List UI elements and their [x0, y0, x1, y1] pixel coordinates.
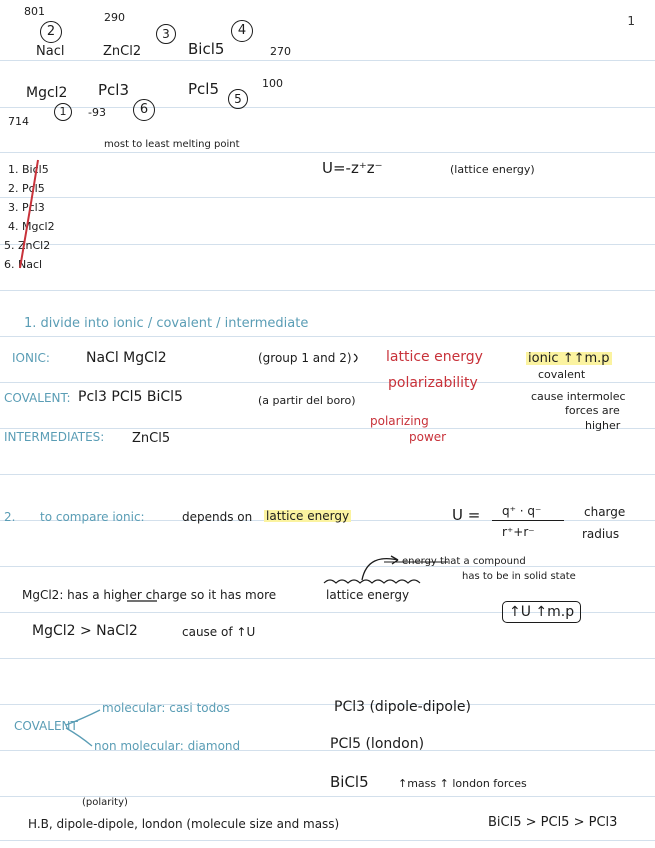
covalent-compounds: Pcl3 PCl5 BiCl5: [78, 389, 183, 405]
polarity-note: (polarity): [82, 797, 128, 808]
branch-line-non-molecular: [66, 728, 92, 746]
pcl3-force-line: PCl3 (dipole-dipole): [334, 699, 471, 715]
ranked-list-item: 1. Bicl5: [8, 163, 49, 176]
bicl5-melting-point: 270: [270, 45, 291, 58]
zncl2-formula: ZnCl2: [103, 44, 142, 59]
charge-label: charge: [584, 505, 626, 519]
pcl3-melting-point: -93: [88, 106, 106, 119]
energy-note-line-1: energy that a compound: [402, 556, 526, 567]
intermediate-compounds: ZnCl5: [132, 431, 171, 446]
radius-label: radius: [582, 527, 620, 541]
bracket-mark: [354, 354, 357, 362]
depends-on-text: depends on: [182, 510, 253, 524]
covalent-label: COVALENT:: [4, 391, 71, 405]
ranked-list-item: 4. Mgcl2: [8, 220, 55, 233]
covalent-word: covalent: [538, 368, 586, 381]
ionic-label: IONIC:: [12, 351, 50, 365]
mgcl2-nacl-comparison: MgCl2 > NaCl2: [32, 623, 138, 639]
pcl5-formula: Pcl5: [188, 80, 220, 98]
section-2-number: 2.: [4, 510, 16, 524]
ionic-groups-note: (group 1 and 2): [258, 351, 352, 365]
boxed-conclusion: ↑U ↑m.p: [502, 601, 581, 623]
pcl5-rank-circle: 5: [228, 89, 248, 109]
energy-note-line-2: has to be in solid state: [462, 571, 576, 582]
pcl3-formula: Pcl3: [98, 81, 130, 99]
bicl5-force-note: ↑mass ↑ london forces: [398, 777, 527, 790]
mgcl2-formula: Mgcl2: [26, 85, 68, 101]
ranked-list-item: 5. ZnCl2: [4, 239, 51, 252]
branch-line-molecular: [66, 710, 100, 725]
u-formula-denominator: r⁺+r⁻: [502, 525, 535, 539]
cause-note-line-3: higher: [585, 419, 621, 432]
mgcl2-melting-point: 714: [8, 115, 29, 128]
page-number: 1: [627, 14, 635, 28]
u-formula-numerator: q⁺ · q⁻: [502, 504, 542, 518]
ionic-high-mp: ionic ↑↑m.p: [528, 351, 610, 366]
cause-note-line-1: cause intermolec: [531, 390, 626, 403]
cause-note-line-2: forces are: [565, 404, 620, 417]
nacl-melting-point: 801: [24, 5, 45, 18]
lattice-formula: U=-z⁺z⁻: [322, 159, 383, 177]
u-formula-left: U =: [452, 506, 481, 524]
ionic-compounds: NaCl MgCl2: [86, 350, 167, 366]
zncl2-rank-circle: 3: [156, 24, 176, 44]
lattice-formula-note: (lattice energy): [450, 163, 535, 176]
lattice-energy-highlight: lattice energy: [266, 509, 350, 523]
bicl5-force-line: BiCl5: [330, 773, 369, 791]
ranked-list-item: 6. Nacl: [4, 258, 43, 271]
nacl-formula: Nacl: [36, 44, 65, 59]
red-strikethrough-line: [20, 160, 38, 268]
molecular-branch: molecular: casi todos: [102, 701, 230, 715]
intermediates-label: INTERMEDIATES:: [4, 430, 105, 444]
polarizing-power-line-2: power: [409, 430, 447, 444]
lattice-energy-label: lattice energy: [386, 349, 483, 365]
section-2-heading: to compare ionic:: [40, 510, 145, 524]
covalent-note: (a partir del boro): [258, 394, 356, 407]
mgcl2-rank-circle: 1: [54, 103, 72, 121]
non-molecular-branch: non molecular: diamond: [94, 739, 241, 753]
mgcl2-explanation: MgCl2: has a higher charge so it has more: [22, 588, 277, 602]
ranked-list-item: 2. Pcl5: [8, 182, 45, 195]
nacl-rank-circle: 2: [40, 21, 62, 43]
bicl5-rank-circle: 4: [231, 20, 253, 42]
pcl5-force-line: PCl5 (london): [330, 736, 425, 752]
zncl2-melting-point: 290: [104, 11, 125, 24]
intermolecular-forces-line: H.B, dipole-dipole, london (molecule size and mass): [28, 817, 340, 831]
polarizing-power-line-1: polarizing: [370, 414, 429, 428]
ranked-list-item: 3. Pcl3: [8, 201, 45, 214]
comparison-cause: cause of ↑U: [182, 625, 256, 639]
polarizability-label: polarizability: [388, 375, 478, 391]
bicl5-formula: Bicl5: [188, 40, 225, 58]
mgcl2-explanation-lattice: lattice energy: [326, 588, 410, 602]
pcl5-melting-point: 100: [262, 77, 283, 90]
pcl3-rank-circle: 6: [133, 99, 155, 121]
section-1-heading: 1. divide into ionic / covalent / intermediate: [24, 316, 309, 331]
final-order: BiCl5 > PCl5 > PCl3: [488, 815, 618, 830]
wavy-underline: [324, 580, 420, 583]
order-title: most to least melting point: [104, 139, 240, 150]
arrow-head: [391, 556, 398, 564]
covalent-category-label: COVALENT: [14, 719, 78, 733]
